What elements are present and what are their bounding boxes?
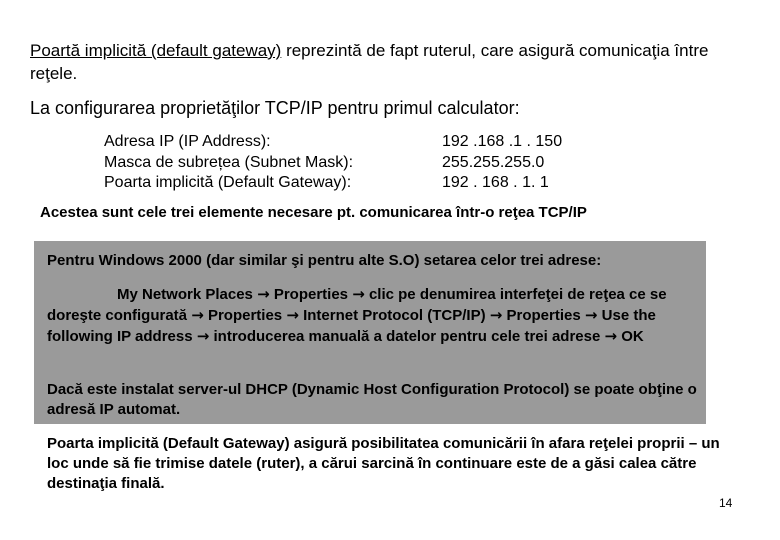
ip-address-row (104, 132, 562, 153)
page-number: 14 (719, 496, 733, 510)
subnet-mask-value: 255.255.255.0 (442, 153, 545, 171)
arrow-icon: → (604, 327, 618, 345)
arrow-icon: → (352, 285, 365, 303)
arrow-icon: → (191, 306, 204, 324)
subnet-mask-label: Masca de subrețea (Subnet Mask): (104, 153, 354, 171)
arrow-icon: → (257, 285, 270, 303)
step-manual-entry: introducerea manuală a datelor pentru cele trei adrese (213, 328, 601, 345)
arrow-icon: → (196, 327, 210, 345)
step-use-following-ip: Use the following IP address (47, 307, 656, 345)
default-gateway-row (104, 173, 562, 194)
step-properties: Properties (207, 307, 283, 324)
step-my-network-places: My Network Places (117, 286, 253, 303)
elements-summary: Acestea sunt cele trei elemente necesare pt. comunicarea într-o reţea TCP/IP (40, 204, 587, 221)
step-ok: OK (621, 328, 644, 345)
default-gateway-value: 192 . 168 . 1. 1 (442, 174, 549, 191)
step-internet-protocol: Internet Protocol (TCP/IP) (303, 307, 486, 324)
configuration-steps (47, 284, 707, 347)
step-properties: Properties (273, 286, 349, 303)
step-click-interface: clic pe denumirea interfeţei de reţea ce se doreşte configurată (47, 286, 667, 324)
default-gateway-explanation: Poarta implicită (Default Gateway) asigură posibilitatea comunicării în afara reţelei proprii – un loc unde să fie trimise datele (ruter), a cărui sarcină în continuare este de a găsi calea către destinaţia finală. (47, 435, 720, 492)
gateway-definition (30, 39, 760, 85)
gateway-term: Poartă implicită (default gateway) (30, 41, 282, 60)
gateway-definition-text: reprezintă de fapt ruterul, care asigură comunicaţia între reţele. (30, 41, 709, 83)
default-gateway-label: Poarta implicită (Default Gateway): (104, 174, 352, 191)
arrow-icon: → (489, 306, 503, 324)
ip-config-table (104, 132, 562, 194)
ip-address-label: Adresa IP (IP Address): (104, 133, 271, 150)
tcpip-config-heading: La configurarea proprietăţilor TCP/IP pentru primul calculator: (30, 98, 520, 118)
ip-address-value: 192 .168 .1 . 150 (442, 133, 563, 150)
subnet-mask-row (104, 153, 562, 174)
step-properties: Properties (506, 307, 581, 324)
dhcp-note: Dacă este instalat server-ul DHCP (Dynamic Host Configuration Protocol) se poate obţine o adresă IP automat. (47, 381, 697, 418)
arrow-icon: → (584, 306, 598, 324)
windows-intro: Pentru Windows 2000 (dar similar şi pentru alte S.O) setarea celor trei adrese: (47, 252, 602, 269)
arrow-icon: → (286, 306, 299, 324)
